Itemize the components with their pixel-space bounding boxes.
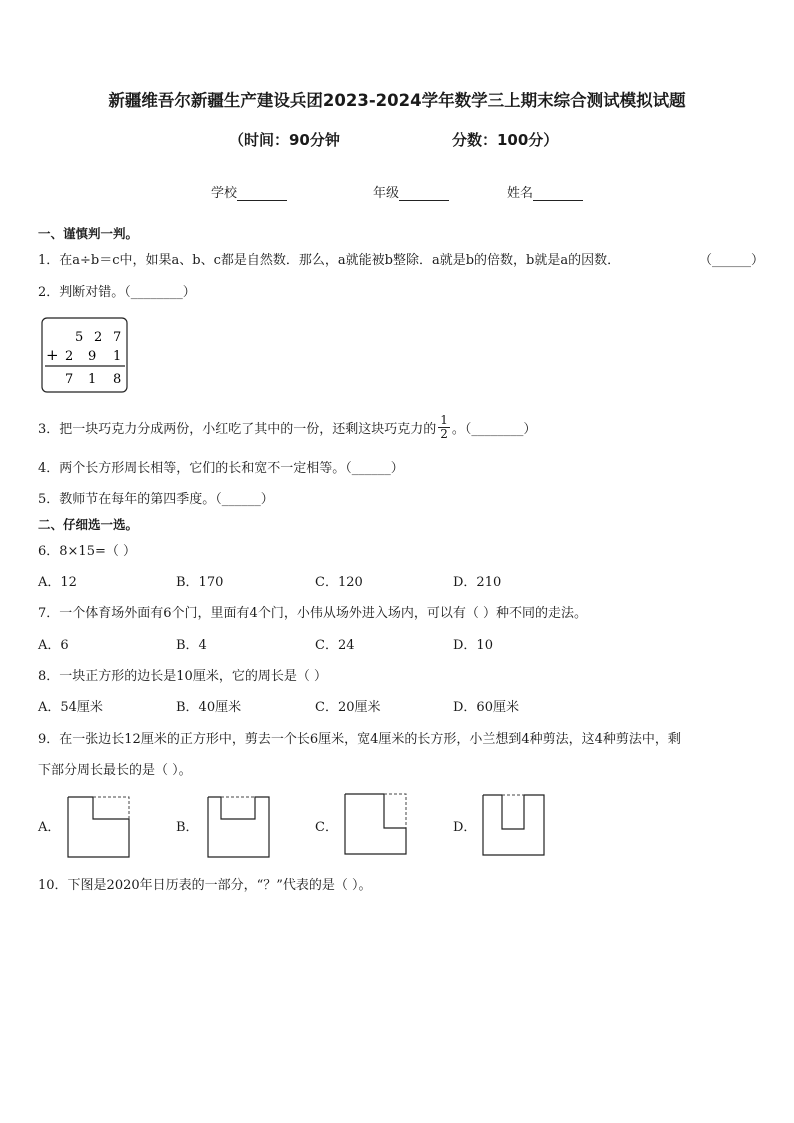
q7-option-c[interactable]: C．24 [315, 638, 355, 653]
addend2-digit-1: 2 [65, 349, 74, 364]
q9-option-d-label[interactable]: D． [453, 820, 477, 835]
page-title: 新疆维吾尔新疆生产建设兵团2023-2024学年数学三上期末综合测试模拟试题 [108, 91, 686, 110]
question-5: 5．教师节在每年的第四季度。（______） [38, 492, 274, 507]
question-1: 1．在a÷b＝c中，如果a、b、c都是自然数．那么，a就能被b整除．a就是b的倍数，b就是a的因数． [38, 253, 621, 268]
q8-option-b[interactable]: B．40厘米 [176, 700, 242, 715]
q9-option-a-figure[interactable] [67, 796, 131, 859]
question-1-answer-blank[interactable]: （______） [699, 253, 765, 268]
question-3-answer-blank[interactable]: 。（________） [451, 422, 537, 437]
q6-option-a[interactable]: A．12 [38, 575, 77, 590]
section-1-heading: 一、谨慎判一判。 [38, 226, 139, 241]
q9-option-d-figure[interactable] [482, 794, 546, 857]
question-9-line-1: 9．在一张边长12厘米的正方形中，剪去一个长6厘米，宽4厘米的长方形，小兰想到4种剪法，这4种剪法中，剩 [38, 732, 681, 747]
q6-option-b[interactable]: B．170 [176, 575, 224, 590]
exam-score: 分数：100分） [452, 131, 559, 149]
sum-digit-3: 8 [113, 372, 122, 387]
question-3-text: 3．把一块巧克力分成两份，小红吃了其中的一份，还剩这块巧克力的 [38, 422, 437, 437]
q7-option-b[interactable]: B．4 [176, 638, 207, 653]
addend1-digit-1: 5 [75, 330, 84, 345]
addend2-digit-3: 1 [113, 349, 122, 364]
exam-time: （时间：90分钟 [229, 131, 340, 149]
q6-option-d[interactable]: D．210 [453, 575, 502, 590]
q6-option-c[interactable]: C．120 [315, 575, 363, 590]
school-blank[interactable] [237, 186, 287, 201]
grade-blank[interactable] [399, 186, 449, 201]
question-8: 8．一块正方形的边长是10厘米，它的周长是（ ） [38, 669, 327, 684]
question-3 [38, 414, 536, 441]
q9-option-b-figure[interactable] [207, 796, 271, 859]
grade-label: 年级 [373, 186, 400, 201]
q9-option-c-label[interactable]: C． [315, 820, 338, 835]
addend1-digit-2: 2 [94, 330, 103, 345]
addend2-digit-2: 9 [88, 349, 97, 364]
vertical-addition-figure [41, 317, 129, 394]
grade-field[interactable] [373, 182, 449, 201]
q8-option-a[interactable]: A．54厘米 [38, 700, 103, 715]
fraction-denominator: 2 [440, 427, 448, 441]
school-label: 学校 [211, 186, 238, 201]
sum-digit-2: 1 [88, 372, 97, 387]
q8-option-d[interactable]: D．60厘米 [453, 700, 519, 715]
name-blank[interactable] [533, 186, 583, 201]
plus-sign: + [46, 346, 59, 364]
question-2: 2．判断对错。（________） [38, 285, 196, 300]
q7-option-d[interactable]: D．10 [453, 638, 493, 653]
fraction-one-half [438, 414, 450, 441]
q9-option-c-figure[interactable] [344, 793, 408, 856]
question-4: 4．两个长方形周长相等，它们的长和宽不一定相等。（______） [38, 461, 404, 476]
name-field[interactable] [507, 182, 583, 201]
name-label: 姓名 [507, 186, 534, 201]
fraction-numerator: 1 [440, 413, 448, 427]
question-6: 6．8×15=（ ） [38, 544, 137, 559]
question-9-line-2: 下部分周长最长的是（ ）。 [38, 763, 192, 778]
question-7: 7．一个体育场外面有6个门，里面有4个门，小伟从场外进入场内，可以有（ ）种不同的走法。 [38, 606, 587, 621]
q7-option-a[interactable]: A．6 [38, 638, 69, 653]
addend1-digit-3: 7 [113, 330, 122, 345]
sum-digit-1: 7 [65, 372, 74, 387]
q9-option-a-label[interactable]: A． [38, 820, 61, 835]
section-2-heading: 二、仔细选一选。 [38, 517, 139, 532]
q9-option-b-label[interactable]: B． [176, 820, 199, 835]
school-field[interactable] [211, 182, 287, 201]
question-10: 10．下图是2020年日历表的一部分，“？”代表的是（ ）。 [38, 878, 372, 893]
q8-option-c[interactable]: C．20厘米 [315, 700, 381, 715]
